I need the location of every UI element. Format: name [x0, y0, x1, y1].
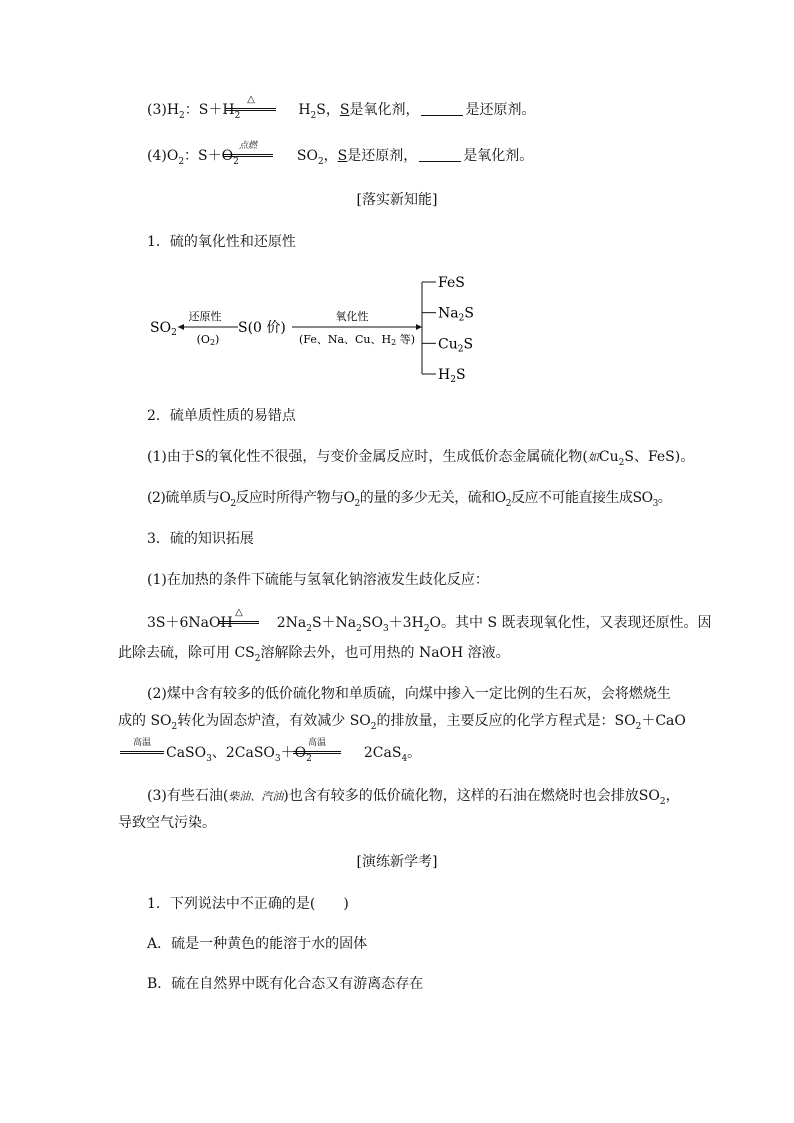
paragraph: 导致空气污染。 — [118, 815, 216, 831]
equation-line: CaSO$_3$、$2CaSO_3+O_2$ 2CaS$_4$。 — [166, 745, 422, 764]
option-b[interactable]: B．硫在自然界中既有化合态又有游离态存在 — [147, 976, 424, 992]
condition-ignite: 点燃 — [238, 141, 257, 151]
paragraph: (1)在加热的条件下硫能与氢氧化钠溶液发生歧化反应： — [147, 572, 489, 588]
point-heading: 3．硫的知识拓展 — [147, 531, 254, 547]
paragraph: (1)由于S的氧化性不很强，与变价金属反应时，生成低价态金属硫化物(如$Cu_2S$、FeS)。 — [147, 449, 695, 468]
paragraph: (3)有些石油(柴油、汽油)也含有较多的低价硫化物，这样的石油在燃烧时也会排放$SO_2$， — [147, 788, 680, 807]
condition-heat: △ — [247, 94, 255, 105]
option-a[interactable]: A．硫是一种黄色的能溶于水的固体 — [147, 936, 368, 952]
diagram-center: S(0 价) — [238, 320, 286, 336]
paragraph: (2)煤中含有较多的低价硫化物和单质硫，向煤中掺入一定比例的生石灰，会将燃烧生 — [147, 686, 671, 702]
condition-high-temp: 高温 — [307, 738, 326, 748]
answer-blank[interactable] — [421, 101, 463, 116]
product-label: FeS — [438, 275, 465, 291]
product-label: $H_2S$ — [438, 367, 466, 385]
product-label: $Cu_2S$ — [438, 336, 474, 355]
condition-heat: △ — [235, 607, 243, 618]
paragraph: 成的 $SO_2$转化为固态炉渣，有效减少 $SO_2$的排放量，主要反应的化学方程式是：$SO_2+CaO$ — [118, 713, 686, 732]
question: 1．下列说法中不正确的是( ) — [147, 896, 349, 912]
equation-o2: $(4)O_2$：$S+O_2$ $SO_2$，S是还原剂， 是氧化剂。 — [147, 148, 534, 167]
diagram-left: $SO_2$ — [150, 320, 177, 338]
equals-sign — [223, 154, 273, 157]
sulfur-redox-diagram — [140, 268, 500, 388]
reducibility-label: 还原性 — [188, 310, 222, 323]
equation-h2: $(3)H_2$：$S+H_2$ $H_2S$，S是氧化剂， 是还原剂。 — [147, 102, 536, 121]
paragraph: 此除去硫，除可用 $CS_2$溶解除去外，也可用热的 NaOH 溶液。 — [118, 645, 510, 664]
product-label: $Na_2S$ — [438, 305, 474, 324]
equation-line: 3S＋6NaOH $2Na_2S+Na_2SO_3+3H_2O$。其中 S 既表现氧化性，又表现还原性。因 — [147, 615, 712, 634]
point-heading: 2．硫单质性质的易错点 — [147, 408, 296, 424]
equals-sign — [226, 108, 276, 111]
answer-blank[interactable] — [419, 147, 461, 162]
equals-sign — [293, 751, 341, 754]
condition-high-temp: 高温 — [132, 738, 151, 748]
reducibility-condition: (O2) — [196, 333, 220, 347]
equals-sign — [219, 621, 259, 624]
oxidizing-label: 氧化性 — [335, 310, 369, 323]
section-heading: [落实新知能] — [356, 192, 438, 208]
section-heading: [演练新学考] — [356, 854, 438, 870]
paragraph: (2)硫单质与$O_2$反应时所得产物与$O_2$的量的多少无关，硫和$O_2$反应不可能直接生成$SO_3$。 — [147, 490, 672, 509]
oxidizing-condition: (Fe、Na、Cu、H2 等) — [299, 333, 415, 347]
point-heading: 1．硫的氧化性和还原性 — [147, 234, 296, 250]
equals-sign — [120, 751, 164, 754]
